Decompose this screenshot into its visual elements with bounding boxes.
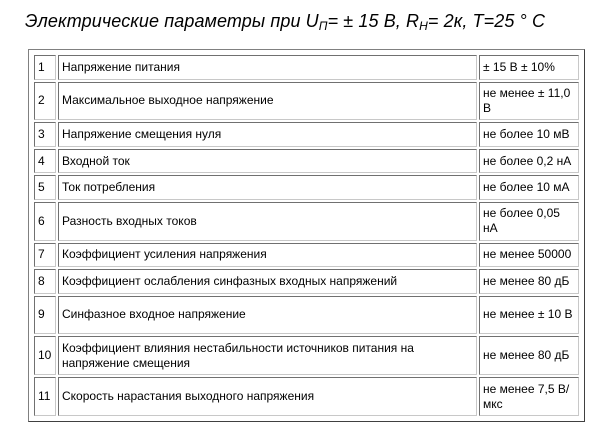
- table-row: [34, 296, 579, 335]
- table-row: [34, 82, 579, 121]
- row-number: 1: [34, 55, 56, 80]
- row-number: 10: [34, 336, 56, 375]
- title-r-subscript: Н: [419, 19, 428, 33]
- table-row: [34, 377, 579, 416]
- parameter-value: не более 0,05 нА: [479, 202, 579, 241]
- title-mid: = ± 15 В, R: [327, 11, 420, 31]
- parameter-name: Напряжение смещения нуля: [58, 122, 477, 147]
- parameter-name: Максимальное выходное напряжение: [58, 82, 477, 121]
- table-row: [34, 175, 579, 200]
- row-number: 9: [34, 296, 56, 335]
- row-number: 3: [34, 122, 56, 147]
- parameter-value: не менее 80 дБ: [479, 269, 579, 294]
- parameter-name: Входной ток: [58, 149, 477, 174]
- row-number: 7: [34, 243, 56, 268]
- table-row: [34, 269, 579, 294]
- parameter-name: Скорость нарастания выходного напряжения: [58, 377, 477, 416]
- parameter-name: Синфазное входное напряжение: [58, 296, 477, 335]
- table-frame: [28, 49, 585, 422]
- row-number: 8: [34, 269, 56, 294]
- parameter-name: Напряжение питания: [58, 55, 477, 80]
- parameter-value: не более 0,2 нА: [479, 149, 579, 174]
- parameter-value: не менее ± 10 В: [479, 296, 579, 335]
- table-row: [34, 122, 579, 147]
- title-u-subscript: П: [318, 19, 328, 33]
- table-row: [34, 202, 579, 241]
- parameters-table: [32, 53, 581, 418]
- row-number: 5: [34, 175, 56, 200]
- row-number: 11: [34, 377, 56, 416]
- title-suffix: = 2к, T=25 ° С: [427, 11, 546, 31]
- parameter-value: не более 10 мВ: [479, 122, 579, 147]
- parameter-value: не менее ± 11,0 В: [479, 82, 579, 121]
- table-row: [34, 149, 579, 174]
- parameter-name: Коэффициент усиления напряжения: [58, 243, 477, 268]
- parameter-name: Ток потребления: [58, 175, 477, 200]
- parameter-value: не более 10 мА: [479, 175, 579, 200]
- parameter-value: не менее 7,5 В/мкс: [479, 377, 579, 416]
- parameter-value: не менее 50000: [479, 243, 579, 268]
- table-row: [34, 336, 579, 375]
- parameter-name: Коэффициент ослабления синфазных входных напряжений: [58, 269, 477, 294]
- row-number: 2: [34, 82, 56, 121]
- parameter-name: Коэффициент влияния нестабильности источников питания на напряжение смещения: [58, 336, 477, 375]
- row-number: 6: [34, 202, 56, 241]
- parameter-name: Разность входных токов: [58, 202, 477, 241]
- parameter-value: ± 15 В ± 10%: [479, 55, 579, 80]
- table-row: [34, 243, 579, 268]
- parameter-value: не менее 80 дБ: [479, 336, 579, 375]
- page-title: [25, 11, 545, 33]
- row-number: 4: [34, 149, 56, 174]
- table-row: [34, 55, 579, 80]
- title-prefix: Электрические параметры при U: [25, 11, 319, 31]
